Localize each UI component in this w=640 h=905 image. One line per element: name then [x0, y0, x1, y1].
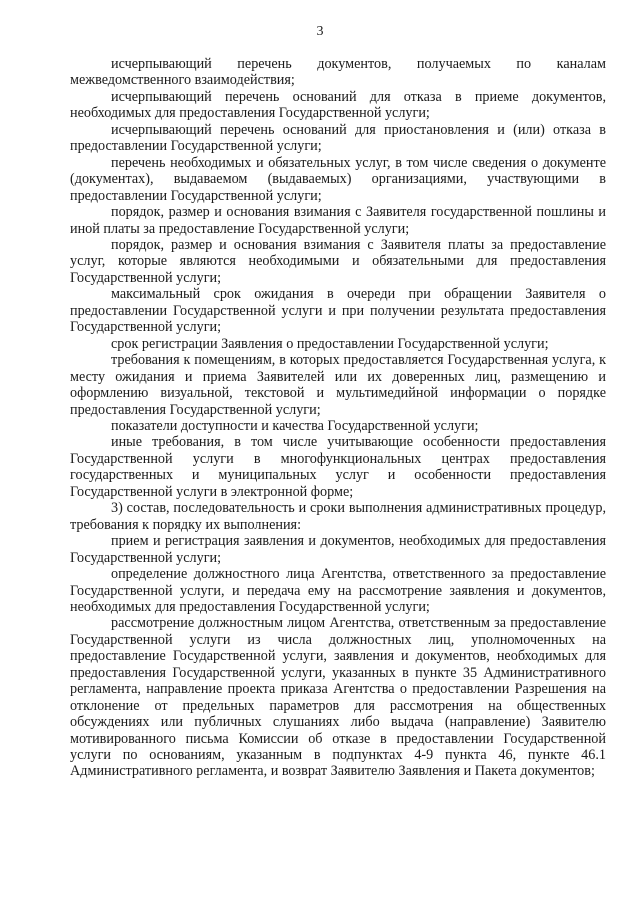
paragraph: максимальный срок ожидания в очереди при обращении Заявителя о предоставлении Государственной услуги и при получении результата предоставления Государственной услуги;	[70, 286, 606, 336]
paragraph: исчерпывающий перечень документов, получаемых по каналам межведомственного взаимодействия;	[70, 56, 606, 89]
paragraph: иные требования, в том числе учитывающие особенности предоставления Государственной услуги в многофункциональных центрах предоставления государственных и муниципальных услуг и особенности предоставления Государственной услуги в электронной форме;	[70, 434, 606, 500]
paragraph: исчерпывающий перечень оснований для приостановления и (или) отказа в предоставлении Государственной услуги;	[70, 121, 606, 155]
paragraph: показатели доступности и качества Государственной услуги;	[111, 417, 479, 434]
paragraph: порядок, размер и основания взимания с Заявителя государственной пошлины и иной платы за предоставление Государственной услуги;	[70, 204, 606, 237]
paragraph: требования к помещениям, в которых предоставляется Государственная услуга, к месту ожидания и приема Заявителей или их доверенных лиц, размещению и оформлению визуальной, текстовой и мультимедийной информации о порядке предоставления Государственной услуги;	[70, 352, 606, 418]
paragraph: порядок, размер и основания взимания с Заявителя платы за предоставление услуг, которые являются необходимыми и обязательными для предоставления Государственной услуги;	[70, 236, 606, 286]
section-heading: 3) состав, последовательность и сроки выполнения административных процедур, требования к порядку их выполнения:	[70, 500, 606, 533]
paragraph: прием и регистрация заявления и документов, необходимых для предоставления Государственной услуги;	[70, 533, 606, 566]
paragraph: определение должностного лица Агентства, ответственного за предоставление Государственной услуги, и передача ему на рассмотрение заявления и документов, необходимых для предоставления Государственной услуги;	[70, 566, 606, 615]
paragraph: исчерпывающий перечень оснований для отказа в приеме документов, необходимых для предоставления Государственной услуги;	[70, 88, 606, 122]
paragraph: срок регистрации Заявления о предоставлении Государственной услуги;	[111, 335, 549, 352]
document-body	[70, 56, 606, 780]
paragraph: рассмотрение должностным лицом Агентства, ответственным за предоставление Государственной услуги из числа должностных лиц, уполномоченных на предоставление Государственной услуги, заявления и документов, необходимых для предоставления Государственной услуги, указанных в пункте 35 Административного регламента, направление проекта приказа Агентства о предоставлении Разрешения на отклонение от предельных параметров для рассмотрения на общественных обсуждениях или публичных слушаниях либо выдача (направление) Заявителю мотивированного письма Комиссии об отказе в предоставлении Государственной услуги по основаниям, указанным в подпунктах 4-9 пункта 46, пункте 46.1 Административного регламента, и возврат Заявителю Заявления и Пакета документов;	[70, 615, 606, 780]
paragraph: перечень необходимых и обязательных услуг, в том числе сведения о документе (документах), выдаваемом (выдаваемых) организациями, участвующими в предоставлении Государственной услуги;	[70, 154, 606, 204]
page-number: 3	[316, 24, 324, 39]
